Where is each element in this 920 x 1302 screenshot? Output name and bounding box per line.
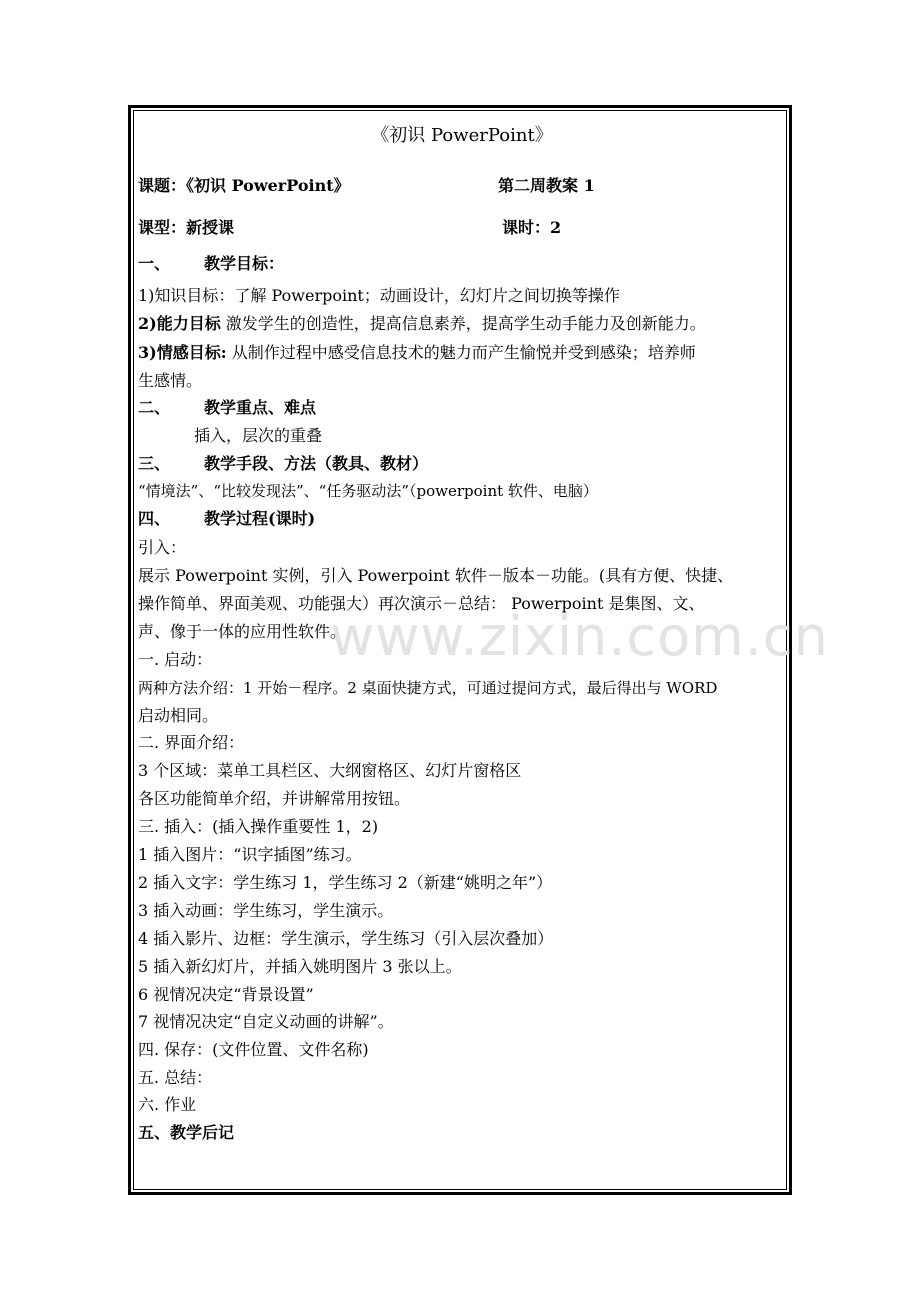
watermark: www.zixin.com.cn	[330, 605, 829, 668]
ui-line-2: 各区功能简单介绍，并讲解常用按钮。	[138, 789, 411, 808]
section-1-number: 一、	[138, 254, 171, 273]
postscript-heading: 五、教学后记	[138, 1123, 235, 1142]
section-2-title: 教学重点、难点	[204, 398, 317, 417]
goal-2	[138, 314, 706, 334]
goal-1-text: 了解 Powerpoint；动画设计，幻灯片之间切换等操作	[234, 286, 620, 305]
goal-3-continued: 生感情。	[138, 371, 203, 390]
section-2-body: 插入，层次的重叠	[194, 426, 323, 445]
doc-title: 《初识 PowerPoint》	[371, 125, 553, 146]
start-line-1: 两种方法介绍：1 开始－程序。2 桌面快捷方式，可通过提问方式，最后得出与 WORD	[138, 679, 718, 697]
insert-item-1: 1 插入图片：“识字插图”练习。	[138, 845, 362, 864]
type-label: 课型：新授课	[138, 218, 235, 237]
section-3-title: 教学手段、方法（教具、教材）	[204, 454, 429, 473]
insert-item-7: 7 视情况决定“自定义动画的讲解”。	[138, 1012, 394, 1031]
goal-3	[138, 343, 696, 363]
start-line-2: 启动相同。	[138, 706, 219, 725]
goal-3-label: 3)情感目标:	[138, 343, 227, 362]
section-2-number: 二、	[138, 398, 171, 417]
week-label: 第二周教案 1	[498, 176, 595, 195]
hours-label: 课时：2	[502, 218, 562, 237]
intro-line-2: 操作简单、界面美观、功能强大）再次演示－总结： Powerpoint 是集图、文、	[138, 594, 705, 613]
insert-item-2: 2 插入文字：学生练习 1，学生练习 2（新建“姚明之年”）	[138, 873, 553, 892]
insert-heading: 三. 插入：(插入操作重要性 1，2)	[138, 817, 379, 836]
ui-line-1: 3 个区域：菜单工具栏区、大纲窗格区、幻灯片窗格区	[138, 761, 522, 780]
intro-line-3: 声、像于一体的应用性软件。	[138, 622, 347, 641]
section-4-title: 教学过程(课时)	[204, 509, 316, 528]
insert-item-4: 4 插入影片、边框：学生演示，学生练习（引入层次叠加）	[138, 929, 554, 948]
goal-2-text: 激发学生的创造性，提高信息素养，提高学生动手能力及创新能力。	[220, 314, 706, 333]
homework-heading: 六. 作业	[138, 1095, 197, 1114]
goal-3-text: 从制作过程中感受信息技术的魅力而产生愉悦并受到感染；培养师	[226, 343, 696, 362]
goal-2-label: 2)能力目标	[138, 314, 221, 333]
start-heading: 一. 启动：	[138, 650, 213, 669]
insert-item-6: 6 视情况决定“背景设置”	[138, 985, 314, 1004]
intro-heading: 引入：	[138, 538, 187, 557]
section-1-title: 教学目标：	[204, 254, 285, 273]
goal-1	[138, 286, 620, 306]
topic-label: 课题：《初识 PowerPoint》	[138, 176, 350, 195]
intro-line-1: 展示 Powerpoint 实例，引入 Powerpoint 软件－版本－功能。(具有方便、快捷、	[138, 566, 734, 585]
insert-item-3: 3 插入动画：学生练习，学生演示。	[138, 901, 394, 920]
section-3-body: “情境法”、“比较发现法”、“任务驱动法”（powerpoint 软件、电脑）	[138, 482, 598, 500]
goal-1-label: 1)知识目标：	[138, 286, 235, 305]
save-heading: 四. 保存：(文件位置、文件名称)	[138, 1040, 369, 1059]
summary-heading: 五. 总结：	[138, 1068, 213, 1087]
section-4-number: 四、	[138, 509, 171, 528]
insert-item-5: 5 插入新幻灯片，并插入姚明图片 3 张以上。	[138, 957, 462, 976]
section-3-number: 三、	[138, 454, 171, 473]
ui-heading: 二. 界面介绍：	[138, 733, 245, 752]
